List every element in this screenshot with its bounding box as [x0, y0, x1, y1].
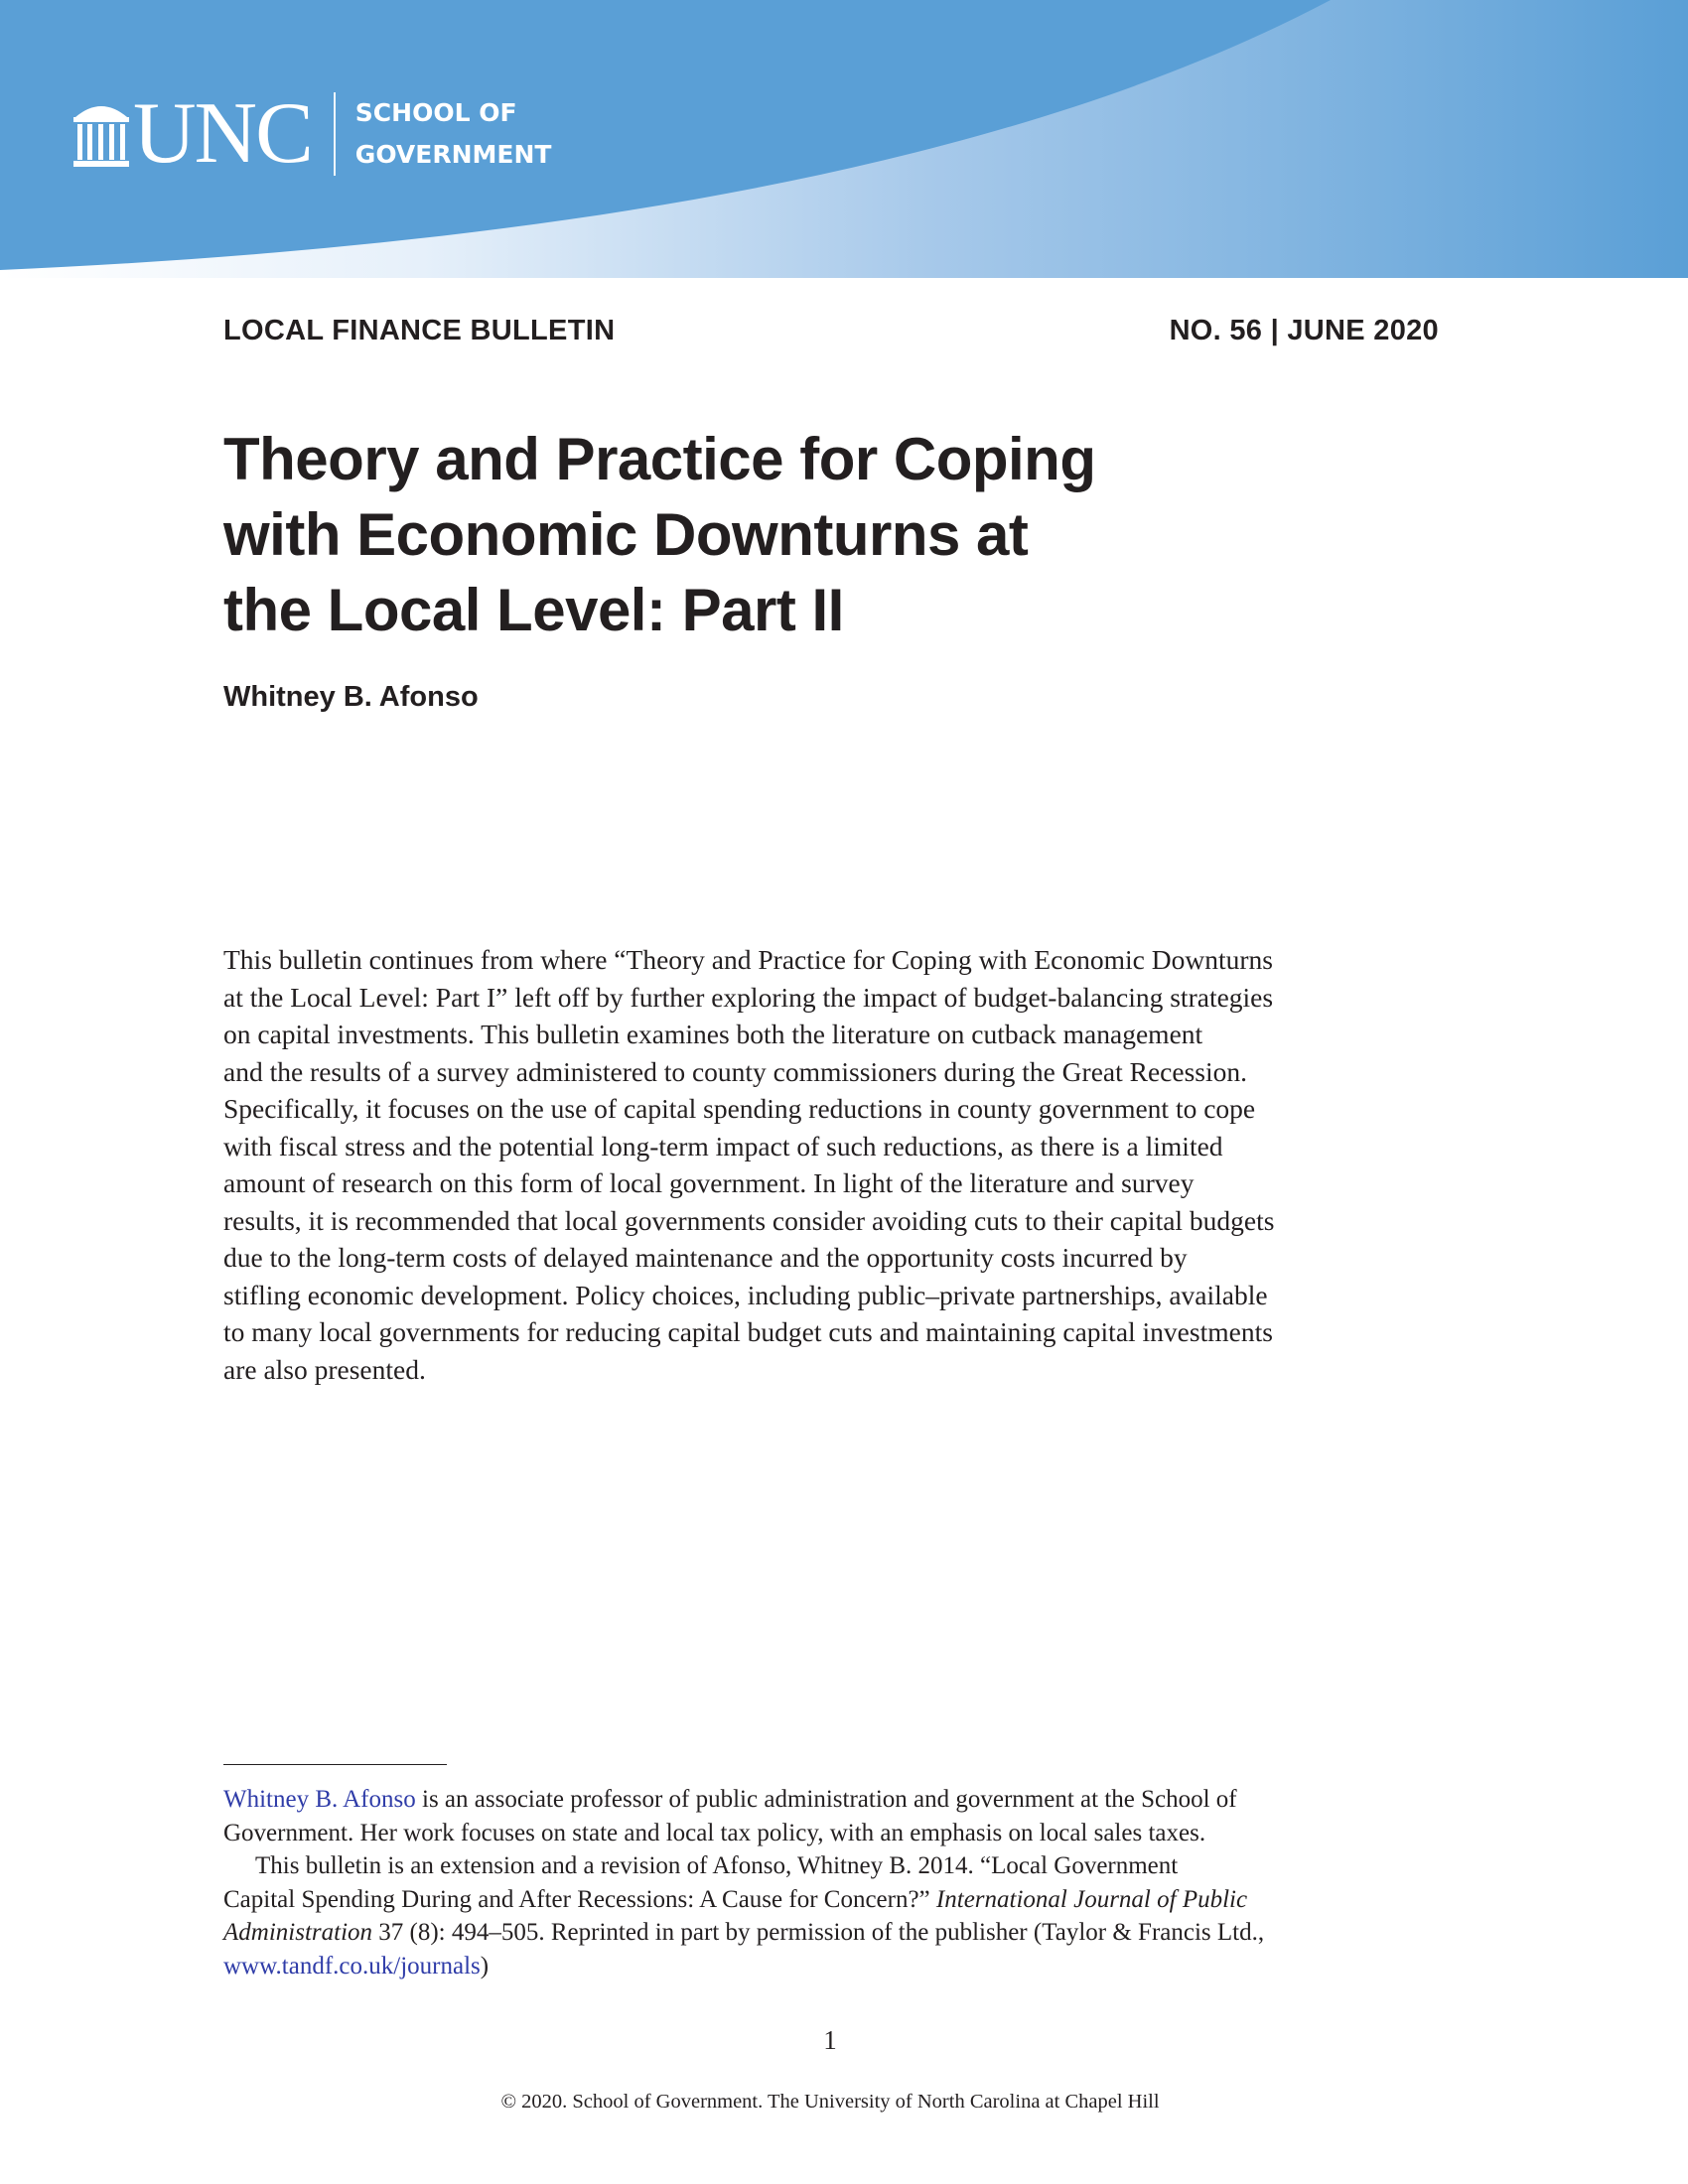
- title-line-3: the Local Level: Part II: [223, 577, 844, 643]
- logo-divider: [334, 92, 336, 176]
- abstract-line: due to the long-term costs of delayed maintenance and the opportunity costs incurred by: [223, 1242, 1188, 1273]
- footnote-line: [223, 1783, 1465, 1817]
- abstract-line: with fiscal stress and the potential long-term impact of such reductions, as there is a limited: [223, 1130, 1223, 1161]
- footnote-text: Capital Spending During and After Recessions: A Cause for Concern?”: [223, 1885, 936, 1913]
- school-of-government-wordmark: [355, 92, 552, 176]
- abstract-line: are also presented.: [223, 1353, 426, 1385]
- footnote-line: [223, 1916, 1465, 1950]
- abstract-line: Specifically, it focuses on the use of capital spending reductions in county government to cope: [223, 1093, 1256, 1124]
- abstract-line: results, it is recommended that local governments consider avoiding cuts to their capital budgets: [223, 1204, 1275, 1236]
- journal-title: Administration: [223, 1919, 373, 1946]
- abstract-line: at the Local Level: Part I” left off by further exploring the impact of budget-balancing strategies: [223, 981, 1274, 1013]
- journal-title: International Journal of Public: [935, 1885, 1248, 1913]
- unc-logo[interactable]: [71, 85, 552, 182]
- page-title: [223, 422, 1177, 648]
- org-line-2: GOVERNMENT: [354, 140, 552, 169]
- footnote-rule: [223, 1764, 447, 1765]
- footnote-text: is an associate professor of public administration and government at the School of: [415, 1786, 1237, 1813]
- footnote-text: 37 (8): 494–505. Reprinted in part by permission of the publisher (Taylor & Francis Ltd.,: [372, 1919, 1265, 1946]
- footnote-line: [223, 1950, 1465, 1983]
- footnote-line: This bulletin is an extension and a revision of Afonso, Whitney B. 2014. “Local Government: [255, 1852, 1179, 1879]
- abstract-line: on capital investments. This bulletin examines both the literature on cutback management: [223, 1019, 1203, 1049]
- unc-wordmark: UNC: [133, 85, 312, 182]
- abstract-line: stifling economic development. Policy choices, including public–private partnerships, available: [223, 1279, 1268, 1310]
- title-line-1: Theory and Practice for Coping: [223, 426, 1096, 492]
- footnote-line: Government. Her work focuses on state and local tax policy, with an emphasis on local sales taxes.: [223, 1819, 1206, 1846]
- abstract: [223, 941, 1465, 1388]
- author-name: Whitney B. Afonso: [223, 681, 479, 713]
- title-line-2: with Economic Downturns at: [223, 501, 1029, 568]
- footnote-line: [223, 1883, 1465, 1917]
- copyright-notice: © 2020. School of Government. The University of North Carolina at Chapel Hill: [500, 2091, 1160, 2113]
- page-number: 1: [823, 2025, 837, 2055]
- footnote-text: ): [480, 1952, 490, 1979]
- org-line-1: SCHOOL OF: [354, 98, 517, 127]
- publisher-link[interactable]: www.tandf.co.uk/journals: [223, 1952, 481, 1979]
- author-profile-link[interactable]: Whitney B. Afonso: [223, 1786, 416, 1813]
- abstract-line: to many local governments for reducing capital budget cuts and maintaining capital investments: [223, 1316, 1273, 1347]
- abstract-line: This bulletin continues from where “Theory and Practice for Coping with Economic Downturns: [223, 944, 1273, 975]
- footnote: [223, 1783, 1465, 1982]
- bulletin-series: LOCAL FINANCE BULLETIN: [223, 315, 616, 346]
- old-well-icon: [71, 97, 131, 171]
- abstract-line: and the results of a survey administered to county commissioners during the Great Recession.: [223, 1055, 1248, 1087]
- abstract-line: amount of research on this form of local government. In light of the literature and survey: [223, 1167, 1195, 1198]
- issue-date: NO. 56 | JUNE 2020: [1169, 315, 1439, 346]
- header-banner: [0, 0, 1688, 278]
